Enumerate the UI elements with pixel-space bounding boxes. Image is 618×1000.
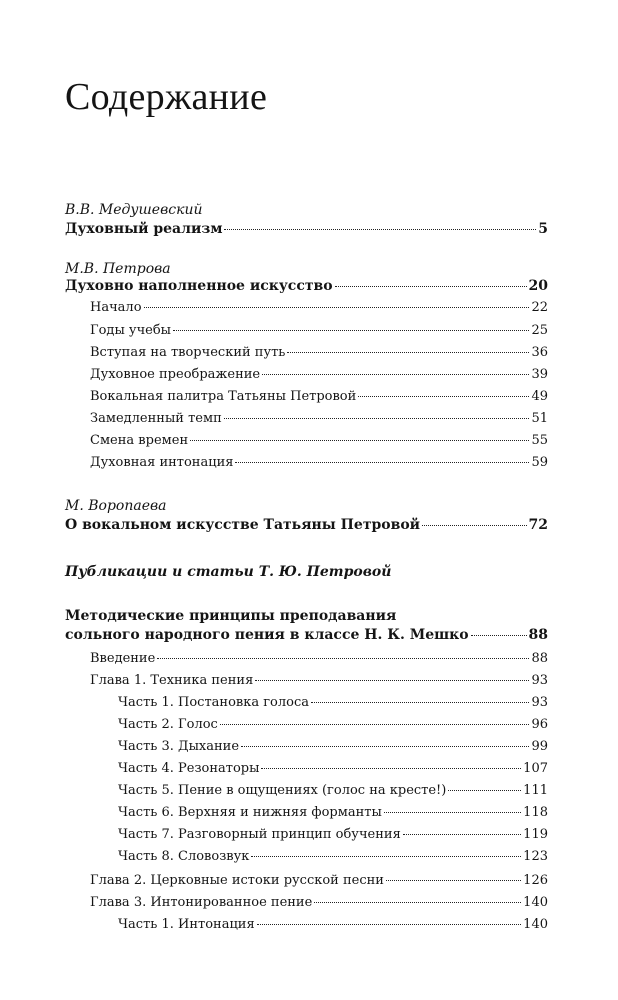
leader-dots [190, 440, 529, 441]
toc-entry-section2[interactable] [65, 277, 548, 295]
toc-subentry-intro[interactable] [90, 650, 548, 668]
section2-author: М.В. Петрова [65, 261, 171, 277]
leader-dots [262, 374, 529, 375]
toc-entry-title: Методические принципы преподавания [65, 608, 397, 624]
toc-entry-title: Начало [90, 300, 142, 315]
leader-dots [224, 418, 530, 419]
toc-entry-title: Часть 6. Верхняя и нижняя форманты [118, 805, 382, 820]
toc-subentry[interactable] [90, 344, 548, 362]
toc-entry-page: 5 [538, 221, 548, 237]
toc-entry-page: 59 [531, 455, 548, 470]
toc-entry-page: 119 [523, 827, 548, 842]
toc-entry-page: 88 [528, 627, 548, 643]
leader-dots [471, 635, 527, 636]
toc-entry-title: сольного народного пения в классе Н. К. Мешко [65, 627, 469, 643]
toc-part[interactable] [118, 826, 548, 844]
toc-entry-title: Глава 3. Интонированное пение [90, 895, 313, 910]
leader-dots [257, 924, 521, 925]
leader-dots [235, 462, 529, 463]
toc-entry-title: Вокальная палитра Татьяны Петровой [90, 389, 357, 404]
toc-entry-section4-line1 [65, 607, 548, 625]
toc-entry-page: 49 [531, 389, 548, 404]
leader-dots [386, 880, 521, 881]
toc-entry-title: Введение [90, 651, 156, 666]
toc-part[interactable] [118, 848, 548, 866]
toc-subentry[interactable] [90, 366, 548, 384]
toc-entry-title: Глава 2. Церковные истоки русской песни [90, 873, 384, 888]
toc-entry-title: Годы учебы [90, 323, 172, 338]
toc-subentry[interactable] [90, 322, 548, 340]
leader-dots [311, 702, 529, 703]
toc-entry-title: О вокальном искусстве Татьяны Петровой [65, 517, 421, 533]
toc-entry-page: 96 [531, 717, 548, 732]
leader-dots [173, 330, 529, 331]
toc-subentry[interactable] [90, 432, 548, 450]
toc-entry-title: Часть 1. Интонация [118, 917, 255, 932]
toc-entry-title: Вступая на творческий путь [90, 345, 286, 360]
leader-dots [251, 856, 521, 857]
toc-entry-title: Часть 8. Словозвук [118, 849, 250, 864]
toc-subentry[interactable] [90, 388, 548, 406]
leader-dots [144, 307, 530, 308]
toc-entry-title: Часть 1. Постановка голоса [118, 695, 309, 710]
section1-author: В.В. Медушевский [65, 202, 203, 218]
leader-dots [224, 229, 536, 230]
toc-entry-page: 93 [531, 695, 548, 710]
toc-entry-page: 88 [531, 651, 548, 666]
leader-dots [358, 396, 529, 397]
toc-part[interactable] [118, 782, 548, 800]
toc-entry-title: Духовный реализм [65, 221, 223, 237]
toc-entry-page: 25 [531, 323, 548, 338]
toc-entry-title: Часть 5. Пение в ощущениях (голос на кресте!) [118, 783, 447, 798]
toc-entry-page: 22 [531, 300, 548, 315]
toc-entry-title: Часть 7. Разговорный принцип обучения [118, 827, 401, 842]
toc-entry-page: 118 [523, 805, 548, 820]
publications-heading: Публикации и статьи Т. Ю. Петровой [65, 564, 392, 580]
leader-dots [287, 352, 529, 353]
toc-subentry-chapter1[interactable] [90, 672, 548, 690]
toc-entry-page: 72 [528, 517, 548, 533]
page-title: Содержание [65, 76, 268, 118]
toc-entry-title: Духовно наполненное искусство [65, 278, 333, 294]
leader-dots [448, 790, 521, 791]
toc-entry-section3[interactable] [65, 516, 548, 534]
toc-entry-title: Духовная интонация [90, 455, 234, 470]
toc-part[interactable] [118, 804, 548, 822]
toc-subentry[interactable] [90, 410, 548, 428]
toc-entry-page: 107 [523, 761, 548, 776]
leader-dots [422, 525, 526, 526]
toc-entry-page: 126 [523, 873, 548, 888]
leader-dots [255, 680, 529, 681]
toc-entry-page: 99 [531, 739, 548, 754]
toc-entry-page: 140 [523, 895, 548, 910]
toc-subentry-chapter3[interactable] [90, 894, 548, 912]
toc-entry-page: 55 [531, 433, 548, 448]
leader-dots [403, 834, 521, 835]
toc-part[interactable] [118, 738, 548, 756]
toc-part[interactable] [118, 916, 548, 934]
toc-subentry-chapter2[interactable] [90, 872, 548, 890]
toc-entry-page: 140 [523, 917, 548, 932]
leader-dots [157, 658, 529, 659]
toc-entry-page: 51 [531, 411, 548, 426]
toc-entry-section1[interactable] [65, 220, 548, 238]
toc-subentry[interactable] [90, 454, 548, 472]
toc-entry-page: 111 [523, 783, 548, 798]
toc-entry-title: Часть 2. Голос [118, 717, 218, 732]
toc-entry-title: Смена времен [90, 433, 189, 448]
toc-entry-title: Глава 1. Техника пения [90, 673, 254, 688]
toc-part[interactable] [118, 760, 548, 778]
leader-dots [220, 724, 530, 725]
toc-entry-page: 20 [528, 278, 548, 294]
toc-entry-page: 39 [531, 367, 548, 382]
leader-dots [384, 812, 521, 813]
toc-entry-title: Замедленный темп [90, 411, 222, 426]
section3-author: М. Воропаева [65, 498, 167, 514]
leader-dots [261, 768, 521, 769]
toc-entry-title: Часть 4. Резонаторы [118, 761, 260, 776]
toc-subentry[interactable] [90, 299, 548, 317]
toc-entry-section4[interactable] [65, 626, 548, 644]
leader-dots [335, 286, 527, 287]
toc-entry-title: Часть 3. Дыхание [118, 739, 240, 754]
toc-entry-page: 123 [523, 849, 548, 864]
toc-entry-page: 93 [531, 673, 548, 688]
leader-dots [314, 902, 521, 903]
toc-entry-page: 36 [531, 345, 548, 360]
toc-part[interactable] [118, 716, 548, 734]
leader-dots [241, 746, 529, 747]
toc-entry-title: Духовное преображение [90, 367, 261, 382]
toc-part[interactable] [118, 694, 548, 712]
